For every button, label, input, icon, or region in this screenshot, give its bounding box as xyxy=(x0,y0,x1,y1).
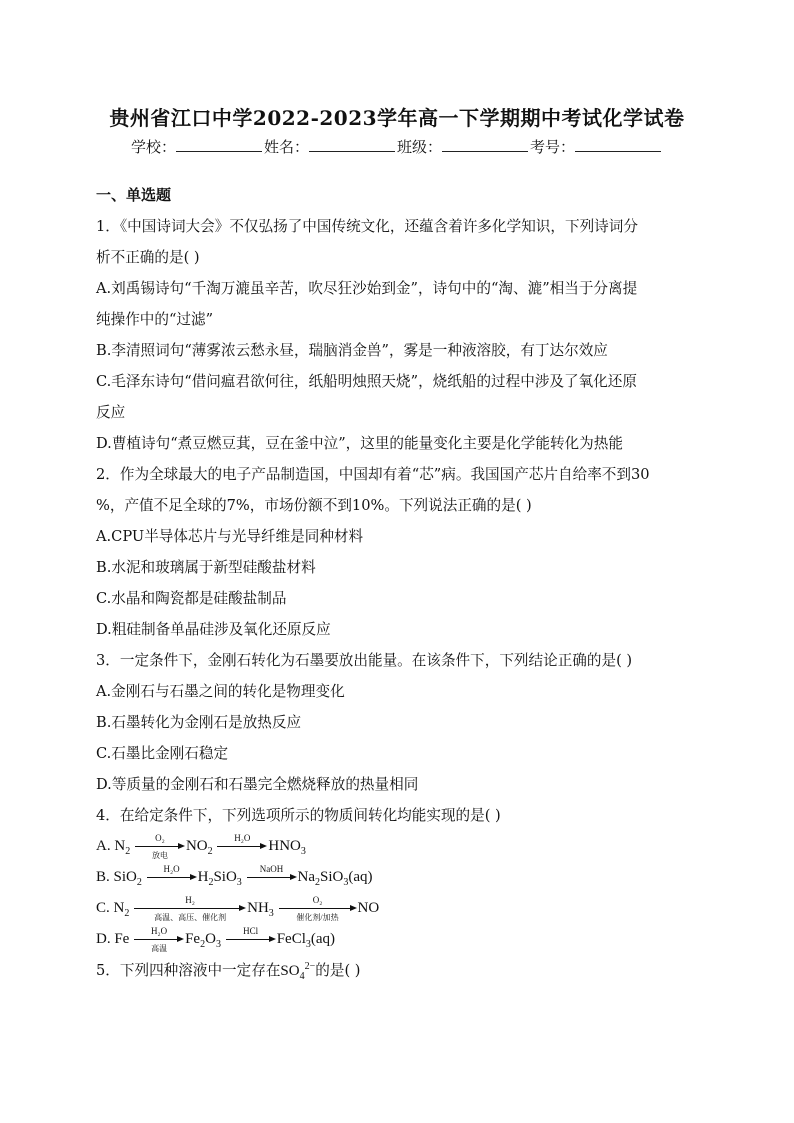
exam-no-blank[interactable] xyxy=(575,137,661,152)
q2-option-c: C.水晶和陶瓷都是硅酸盐制品 xyxy=(96,590,287,607)
arrow-condition-top: NaOH xyxy=(259,864,284,875)
reaction-arrow xyxy=(226,926,276,953)
question-list xyxy=(96,180,696,987)
q4-d-label: D. xyxy=(96,931,115,947)
q5-stem-after: 的是( ) xyxy=(315,962,361,979)
q4-option-a: A. $N_2$ O₂ 放电 $NO_2$ H₂O $HNO_3$ xyxy=(96,833,306,861)
q3-option-a: A.金刚石与石墨之间的转化是物理变化 xyxy=(96,683,345,700)
school-label: 学校： xyxy=(130,138,176,156)
sulfate-ion-formula: $SO_4^{2-}$ xyxy=(280,961,316,982)
arrow-condition-top: H₂ xyxy=(185,895,195,906)
reaction-arrow xyxy=(217,833,267,860)
arrow-condition-bottom: 催化剂/加热 xyxy=(296,913,339,923)
school-blank[interactable] xyxy=(176,137,262,152)
q1-option-b: B.李清照词句“薄雾浓云愁永昼，瑞脑消金兽”，雾是一种液溶胶，有丁达尔效应 xyxy=(96,342,608,359)
q4-option-c: C. $N_2$ H₂ 高温、高压、催化剂 $NH_3$ O₂ 催化剂/加热 NO xyxy=(96,895,380,923)
q3-option-c: C.石墨比金刚石稳定 xyxy=(96,745,229,762)
exam-title: 贵州省江口中学2022-2023学年高一下学期期中考试化学试卷 xyxy=(109,106,685,130)
class-label: 班级： xyxy=(397,138,443,156)
q1-option-d: D.曹植诗句“煮豆燃豆萁，豆在釜中泣”，这里的能量变化主要是化学能转化为热能 xyxy=(96,435,623,452)
name-blank[interactable] xyxy=(309,137,395,152)
q4-option-b: B. SiO$_2$ H₂O $H_2SiO_3$ NaOH $Na_2SiO_3(aq)$ xyxy=(96,862,696,893)
name-label: 姓名： xyxy=(263,138,309,156)
reaction-arrow xyxy=(247,864,297,891)
arrow-condition-bottom: 放电 xyxy=(151,851,168,861)
student-info-line xyxy=(0,136,794,157)
arrow-condition-top: HCl xyxy=(243,926,259,937)
q4-stem: 4．在给定条件下，下列选项所示的物质间转化均能实现的是( ) xyxy=(96,807,501,824)
q4-b-label: B. xyxy=(96,869,114,885)
q5-stem xyxy=(96,955,696,987)
reaction-arrow xyxy=(135,833,185,860)
arrow-condition-top: O₂ xyxy=(312,895,323,906)
q2-stem-line2: %，产值不足全球的7%，市场份额不到10%。下列说法正确的是( ) xyxy=(96,497,532,514)
q2-option-d: D.粗硅制备单晶硅涉及氧化还原反应 xyxy=(96,621,331,638)
q4-a-label: A. xyxy=(96,838,115,854)
arrow-condition-top: H₂O xyxy=(163,864,180,875)
q1-option-a-line1: A.刘禹锡诗句“千淘万漉虽辛苦，吹尽狂沙始到金”，诗句中的“淘、漉”相当于分离提 xyxy=(96,280,638,297)
q1-stem-line1: 1．《中国诗词大会》不仅弘扬了中国传统文化，还蕴含着许多化学知识，下列诗词分 xyxy=(96,218,638,235)
exam-no-label: 考号： xyxy=(530,138,576,156)
q2-stem-line1: 2．作为全球最大的电子产品制造国，中国却有着“芯”病。我国国产芯片自给率不到30 xyxy=(96,466,650,483)
reaction-arrow xyxy=(134,895,246,922)
reaction-arrow xyxy=(134,926,184,953)
arrow-condition-bottom: 高温、高压、催化剂 xyxy=(154,913,227,923)
q2-option-b: B.水泥和玻璃属于新型硅酸盐材料 xyxy=(96,559,316,576)
arrow-condition-top: H₂O xyxy=(234,833,251,844)
q5-stem-before: 5．下列四种溶液中一定存在 xyxy=(96,962,281,979)
class-blank[interactable] xyxy=(442,137,528,152)
arrow-condition-top: O₂ xyxy=(155,833,165,844)
q1-option-c-line2: 反应 xyxy=(96,404,126,421)
reaction-arrow xyxy=(147,864,197,891)
arrow-condition-bottom: 高温 xyxy=(151,944,168,954)
reaction-arrow xyxy=(279,895,357,922)
q1-stem-line2: 析不正确的是( ) xyxy=(96,249,200,266)
q1-option-a-line2: 纯操作中的“过滤” xyxy=(96,311,214,328)
q4-c-label: C. xyxy=(96,900,114,916)
q3-stem: 3．一定条件下，金刚石转化为石墨要放出能量。在该条件下，下列结论正确的是( ) xyxy=(96,652,633,669)
arrow-condition-top: H₂O xyxy=(151,926,168,937)
q3-option-b: B.石墨转化为金刚石是放热反应 xyxy=(96,714,302,731)
q1-option-c-line1: C.毛泽东诗句“借问瘟君欲何往，纸船明烛照天烧”，烧纸船的过程中涉及了氧化还原 xyxy=(96,373,637,390)
q3-option-d: D.等质量的金刚石和石墨完全燃烧释放的热量相同 xyxy=(96,776,419,793)
q4-option-d: D. Fe H₂O 高温 $Fe_2O_3$ HCl FeCl$_3$(aq) xyxy=(96,926,336,954)
section-title: 一、单选题 xyxy=(96,186,172,204)
q2-option-a: A.CPU半导体芯片与光导纤维是同种材料 xyxy=(96,528,364,545)
